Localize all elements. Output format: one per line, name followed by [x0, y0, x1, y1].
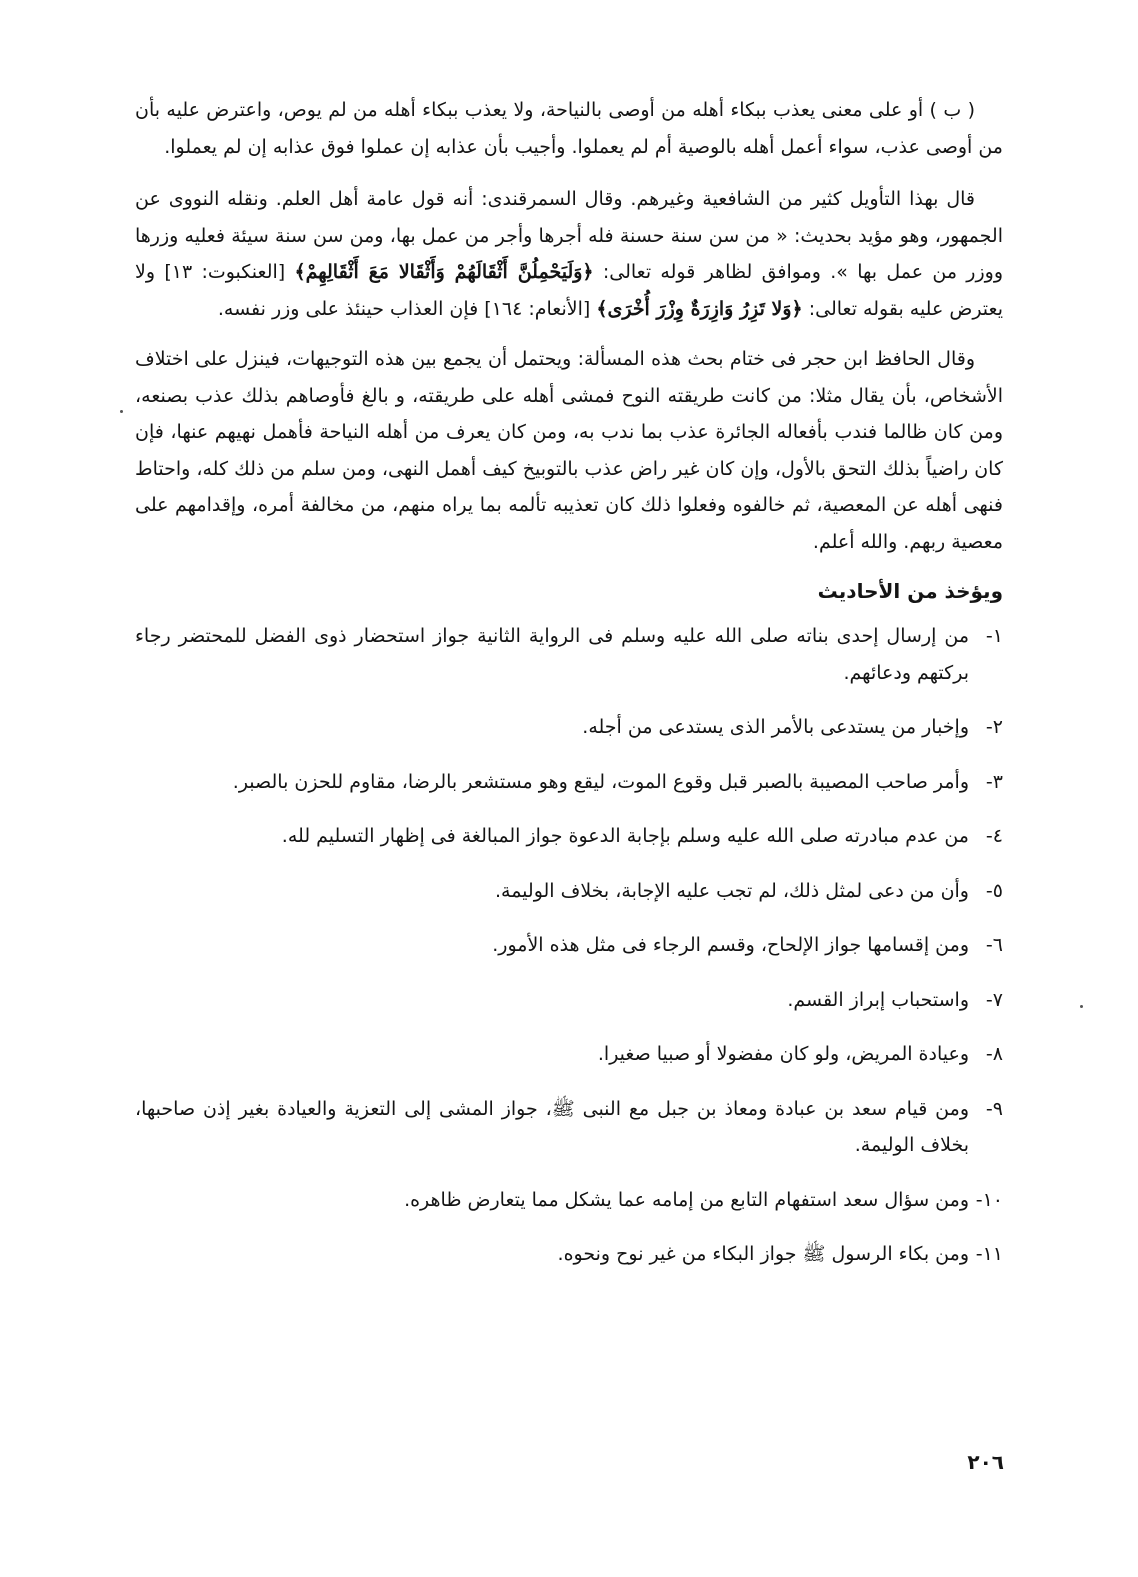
list-item-number: ٦-	[985, 934, 1003, 956]
list-item-text: وعيادة المريض، ولو كان مفضولا أو صبيا صغيرا.	[597, 1043, 969, 1065]
quran-verse-anam: ﴿وَلا تَزِرُ وَازِرَةٌ وِزْرَ أُخْرَى﴾	[596, 297, 803, 320]
list-item-number: ٢-	[985, 716, 1003, 738]
list-item	[135, 1182, 1003, 1219]
list-item-text: من إرسال إحدى بناته صلى الله عليه وسلم فى الرواية الثانية جواز استحضار ذوى الفضل للمحتضر رجاء بركتهم ودعائهم.	[135, 625, 969, 684]
list-item-text: ومن إقسامها جواز الإلحاح، وقسم الرجاء فى مثل هذه الأمور.	[492, 934, 969, 956]
list-item-text: واستحباب إبراز القسم.	[787, 988, 969, 1011]
list-item-text: وإخبار من يستدعى بالأمر الذى يستدعى من أجله.	[582, 716, 969, 738]
paragraph-scholars-opinion	[135, 181, 1003, 327]
list-item-number: ٩-	[985, 1097, 1003, 1120]
paragraph-text: [العنكبوت: ١٣] ولا يعترض عليه بقوله تعالى:	[135, 261, 1003, 320]
list-item-number: ٣-	[985, 770, 1003, 793]
list-item-text: وأن من دعى لمثل ذلك، لم تجب عليه الإجابة، بخلاف الوليمة.	[494, 879, 969, 902]
list-item-number: ٤-	[985, 825, 1003, 847]
paragraph-ibn-hajar: وقال الحافظ ابن حجر فى ختام بحث هذه المسألة: ويحتمل أن يجمع بين هذه التوجيهات، فينزل على اختلاف الأشخاص، بأن يقال مثلا: من كانت طريقته النوح فمشى أهله على طريقته، و بالغ فأوصاهم بذلك عذب بصنعه، ومن كان ظالما فندب بأفعاله الجائرة عذب بما ندب به، ومن كان يعرف من أهله النياحة فأهمل نهيهم عنها، فإن كان راضياً بذلك التحق بالأول، وإن كان غير راض عذب بالتوبيخ كيف أهمل النهى، ومن سلم من ذلك كله، واحتاط فنهى أهله عن المعصية، ثم خالفوه وفعلوا ذلك كان تعذيبه تألمه بما يراه منهم، من مخالفة أمره، وإقدامهم على معصية ربهم. والله أعلم.	[135, 348, 1003, 553]
paragraph-text: [الأنعام: ١٦٤] فإن العذاب حينئذ على وزر نفسه.	[217, 297, 597, 320]
list-item-text: من عدم مبادرته صلى الله عليه وسلم بإجابة الدعوة جواز المبالغة فى إظهار التسليم لله.	[281, 825, 969, 847]
list-item	[135, 873, 1003, 910]
scan-speck	[120, 410, 123, 413]
page-body	[135, 92, 1003, 1291]
list-item-number: ٨-	[985, 1043, 1003, 1065]
page-number: ٢٠٦	[967, 1450, 1004, 1474]
list-item-number: ١-	[985, 625, 1003, 647]
list-item-number: ١٠-	[975, 1188, 1003, 1211]
list-item	[135, 982, 1003, 1019]
list-item-text: ومن سؤال سعد استفهام التابع من إمامه عما يشكل مما يتعارض ظاهره.	[404, 1188, 969, 1211]
list-item	[135, 927, 1003, 964]
paragraph-interpretation-b: ( ب ) أو على معنى يعذب ببكاء أهله من أوصى بالنياحة، ولا يعذب ببكاء أهله من لم يوص، واعترض عليه بأن من أوصى عذب، سواء أعمل أهله بالوصية أم لم يعملوا. وأجيب بأن عذابه إن عملوا فوق عذابه إن لم يعملوا.	[135, 99, 1003, 158]
list-item	[135, 818, 1003, 855]
quran-verse-ankabut: ﴿وَلَيَحْمِلُنَّ أَثْقَالَهُمْ وَأَثْقَالا مَعَ أَثْقَالِهِمْ﴾	[294, 261, 594, 283]
list-item-number: ٧-	[985, 988, 1003, 1011]
list-item	[135, 1091, 1003, 1164]
paragraph-text: قال بهذا التأويل كثير من الشافعية وغيرهم. وقال السمرقندى: أنه قول عامة أهل العلم. ونقله النووى عن الجمهور، وهو مؤيد بحديث: « من سن سنة حسنة فله أجرها وأجر من عمل بها، ومن سن سنة سيئة فعليه وزرها ووزر من عمل بها ». وموافق لظاهر قوله تعالى:	[135, 188, 1004, 283]
scan-speck	[1080, 1005, 1083, 1008]
list-item	[135, 709, 1003, 746]
list-item-number: ١١-	[975, 1243, 1003, 1265]
list-item	[135, 1236, 1003, 1273]
list-item	[135, 764, 1003, 801]
list-item-number: ٥-	[985, 879, 1003, 902]
list-item-text: وأمر صاحب المصيبة بالصبر قبل وقوع الموت، ليقع وهو مستشعر بالرضا، مقاوم للحزن بالصبر.	[232, 770, 969, 793]
list-item-text: ومن بكاء الرسول ﷺ جواز البكاء من غير نوح ونحوه.	[557, 1243, 969, 1265]
lessons-list	[135, 618, 1003, 1273]
list-item-text: ومن قيام سعد بن عبادة ومعاذ بن جبل مع النبى ﷺ، جواز المشى إلى التعزية والعيادة بغير إذن صاحبها، بخلاف الوليمة.	[135, 1097, 969, 1156]
section-heading: ويؤخذ من الأحاديث	[817, 579, 1003, 603]
list-item	[135, 618, 1003, 691]
list-item	[135, 1036, 1003, 1073]
